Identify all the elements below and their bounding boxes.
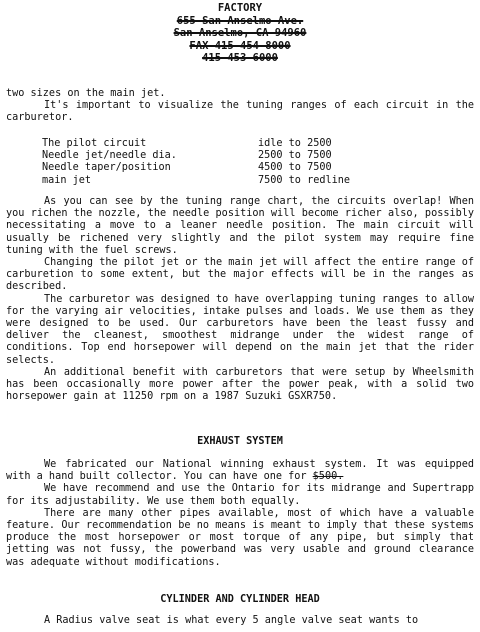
paragraph-exhaust-fabricated: We fabricated our National winning exhaust system. It was equipped with a hand built collector. You can have one for $500. bbox=[6, 459, 474, 483]
letterhead-phone-line: 415 453 6000 bbox=[202, 52, 278, 64]
table-row bbox=[42, 150, 398, 162]
section-title-exhaust: EXHAUST SYSTEM bbox=[197, 436, 283, 447]
circuit-range: 4500 to 7500 bbox=[258, 162, 332, 174]
table-row bbox=[42, 175, 398, 187]
paragraph-radius-valve: A Radius valve seat is what every 5 angle valve seat wants to bbox=[44, 615, 419, 626]
carburetion-paragraphs bbox=[6, 196, 474, 403]
section-title-cylinder: CYLINDER AND CYLINDER HEAD bbox=[160, 594, 320, 605]
circuit-name: Needle jet/needle dia. bbox=[42, 150, 177, 162]
letterhead bbox=[0, 2, 480, 65]
circuit-name: The pilot circuit bbox=[42, 138, 147, 149]
paragraph-design: The carburetor was designed to have overlapping tuning ranges to allow for the varying air velocities, intake pulses and loads. We use them as they were designed to be used. Our carburetors have been the least fussy and deliver the cleanest, smoothest midrange under the widest range of conditions. Top end horsepower will depend on the main jet that the rider selects. bbox=[6, 293, 474, 366]
struck-price: $500. bbox=[312, 471, 344, 483]
circuit-range: idle to 2500 bbox=[258, 138, 332, 149]
paragraph-exhaust-recommend: We have recommend and use the Ontario for its midrange and Supertrapp for its adjustability. We use them both equally. bbox=[6, 483, 474, 507]
table-row bbox=[42, 162, 398, 174]
circuit-range: 2500 to 7500 bbox=[258, 150, 332, 162]
intro-line-2: It's important to visualize the tuning ranges of each circuit in the carburetor. bbox=[6, 100, 474, 124]
table-row bbox=[42, 138, 398, 150]
letterhead-fax-line: FAX 415 454 8000 bbox=[189, 39, 291, 52]
circuit-name: main jet bbox=[42, 174, 92, 186]
paragraph-tuning-overlap: As you can see by the tuning range chart, the circuits overlap! When you richen the nozzle, the needle position will become richer also, possibly necessitating a move to a leaner needle position. The main circuit will usually be richened very slightly and the pilot system may require fine tuning with the fuel screws. bbox=[6, 196, 474, 256]
paragraph-benefit: An additional benefit with carburetors that were setup by Wheelsmith has been occasionally more power after the power peak, with a solid two horsepower gain at 11250 rpm on a 1987 Suzuki GSXR750. bbox=[6, 366, 474, 403]
paragraph-exhaust-other-pipes: There are many other pipes available, most of which have a valuable feature. Our recommendation be no means is meant to imply that these systems produce the most horsepower or most torque of any pipe, but simply that jetting was not fussy, the powerband was very usable and ground clearance was adequate without modifications. bbox=[6, 507, 474, 568]
intro-paragraph bbox=[6, 88, 474, 125]
cylinder-paragraph bbox=[6, 615, 474, 627]
letterhead-title: FACTORY bbox=[217, 2, 263, 14]
circuit-range: 7500 to redline bbox=[258, 174, 351, 186]
circuit-name: Needle taper/position bbox=[42, 162, 171, 174]
tuning-range-table bbox=[42, 138, 398, 187]
letterhead-city-line: San Anselmo, CA 94960 bbox=[173, 27, 307, 39]
paragraph-jet-changes: Changing the pilot jet or the main jet will affect the entire range of carburetion to some extent, but the major effects will be in the ranges as described. bbox=[6, 257, 474, 293]
letterhead-address-line: 655 San Anselmo Ave. bbox=[176, 14, 304, 27]
exhaust-paragraphs bbox=[6, 459, 474, 569]
intro-line-1: two sizes on the main jet. bbox=[6, 88, 166, 99]
